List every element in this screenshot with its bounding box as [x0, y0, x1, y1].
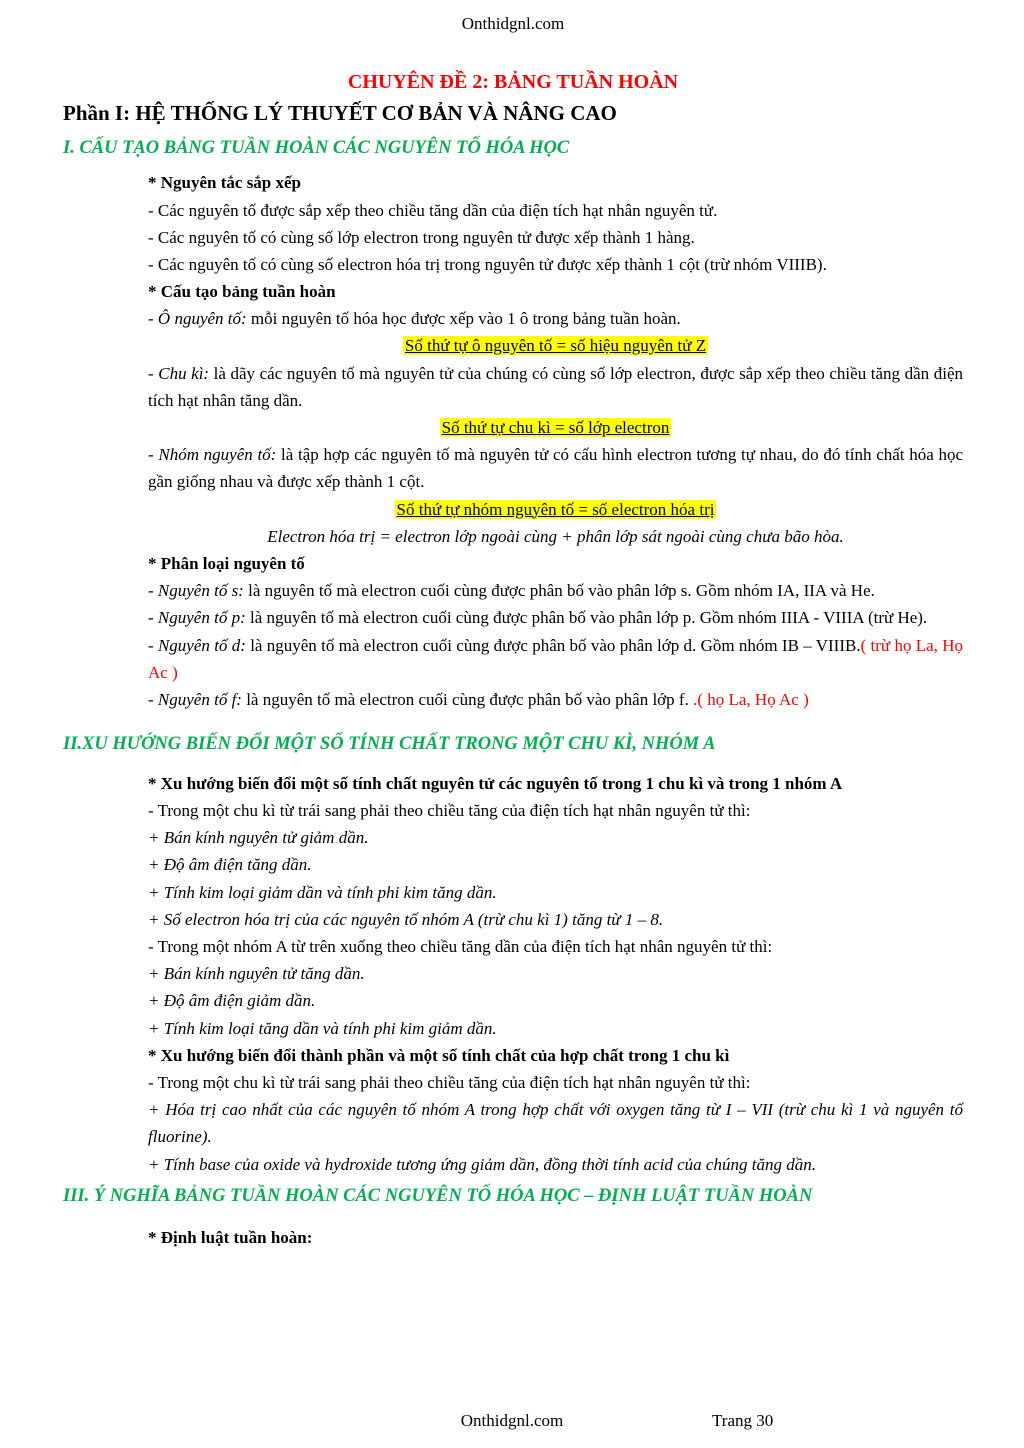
compound-trend-intro: - Trong một chu kì từ trái sang phải theo chiều tăng của điện tích hạt nhân nguyên tử thì: — [148, 1072, 751, 1092]
group-trend-item-2: + Độ âm điện giảm dần. — [148, 991, 316, 1011]
footer-page-number: Trang 30 — [712, 1410, 774, 1430]
period-trend-intro: - Trong một chu kì từ trái sang phải theo chiều tăng của điện tích hạt nhân nguyên tử thì: — [148, 801, 751, 821]
highlighted-formula-cell-number: Số thứ tự ô nguyên tố = số hiệu nguyên tử Z — [404, 336, 707, 356]
group-trend-item-1: + Bán kính nguyên tử tăng dần. — [148, 964, 365, 984]
subheading-periodic-law: * Định luật tuần hoàn: — [148, 1227, 313, 1247]
valence-electron-note: Electron hóa trị = electron lớp ngoài cùng + phân lớp sát ngoài cùng chưa bão hòa. — [267, 526, 844, 546]
definition-s-element — [148, 577, 963, 604]
term-p-element: - Nguyên tố p: — [148, 608, 246, 628]
period-trend-item-1: + Bán kính nguyên tử giảm dần. — [148, 828, 369, 848]
definition-group — [148, 441, 963, 495]
term-d-element: - Nguyên tố d: — [148, 635, 246, 655]
definition-f-element-exception: .( họ La, Họ Ac ) — [693, 689, 809, 709]
highlighted-formula-group-number: Số thứ tự nhóm nguyên tố = số electron hóa trị — [396, 499, 715, 519]
definition-period — [148, 360, 963, 414]
period-trend-item-3: + Tính kim loại giảm dần và tính phi kim tăng dần. — [148, 882, 497, 902]
subheading-atomic-trends: * Xu hướng biến đổi một số tính chất nguyên tử các nguyên tố trong 1 chu kì và trong 1 nhóm A — [148, 773, 843, 793]
subheading-compound-trends: * Xu hướng biến đổi thành phần và một số tính chất của hợp chất trong 1 chu kì — [148, 1045, 730, 1065]
period-trend-item-2: + Độ âm điện tăng dần. — [148, 855, 312, 875]
compound-trend-item-2: + Tính base của oxide và hydroxide tương ứng giảm dần, đồng thời tính acid của chúng tăng dần. — [148, 1154, 816, 1174]
section3-heading: III. Ý NGHĨA BẢNG TUẦN HOÀN CÁC NGUYÊN TỐ HÓA HỌC – ĐỊNH LUẬT TUẦN HOÀN — [63, 1185, 813, 1206]
section1-content — [148, 169, 963, 713]
period-trend-item-4: + Số electron hóa trị của các nguyên tố nhóm A (trừ chu kì 1) tăng từ 1 – 8. — [148, 909, 664, 929]
rule-paragraph-1: - Các nguyên tố được sắp xếp theo chiều tăng dần của điện tích hạt nhân nguyên tử. — [148, 200, 718, 220]
formula-row-group-number — [148, 496, 963, 523]
section2-heading: II.XU HƯỚNG BIẾN ĐỔI MỘT SỐ TÍNH CHẤT TRONG MỘT CHU KÌ, NHÓM A — [63, 734, 716, 755]
section1-heading: I. CẤU TẠO BẢNG TUẦN HOÀN CÁC NGUYÊN TỐ HÓA HỌC — [63, 137, 570, 158]
term-f-element: - Nguyên tố f: — [148, 689, 242, 709]
group-trend-item-3: + Tính kim loại tăng dần và tính phi kim giảm dần. — [148, 1018, 497, 1038]
rule-paragraph-3: - Các nguyên tố có cùng số electron hóa trị trong nguyên tử được xếp thành 1 cột (trừ nhóm VIIIB). — [148, 254, 827, 274]
section3-content — [148, 1224, 963, 1251]
definition-period-text: là dãy các nguyên tố mà nguyên tử của chúng có cùng số lớp electron, được sắp xếp theo chiều tăng dần điện tích hạt nhân tăng dần. — [148, 363, 964, 410]
definition-element-cell-text: mỗi nguyên tố hóa học được xếp vào 1 ô trong bảng tuần hoàn. — [246, 309, 681, 329]
footer-site-name: Onthidgnl.com — [460, 1410, 564, 1430]
term-group: - Nhóm nguyên tố: — [148, 445, 277, 465]
header-site-name: Onthidgnl.com — [461, 14, 565, 33]
chapter-title: CHUYÊN ĐỀ 2: BẢNG TUẦN HOÀN — [347, 71, 679, 94]
definition-d-element-exception: ( trừ họ La, Họ Ac ) — [148, 635, 963, 682]
formula-row-period-number — [148, 414, 963, 441]
section2-content — [148, 770, 963, 1178]
document-header — [63, 10, 963, 37]
term-element-cell: - Ô nguyên tố: — [148, 309, 247, 329]
document-footer — [0, 1407, 1024, 1434]
compound-trend-item-1: + Hóa trị cao nhất của các nguyên tố nhóm A trong hợp chất với oxygen tăng từ I – VII (trừ chu kì 1 và nguyên tố fluorine). — [148, 1100, 963, 1147]
group-trend-intro: - Trong một nhóm A từ trên xuống theo chiều tăng dần của điện tích hạt nhân nguyên tử thì: — [148, 937, 773, 957]
definition-element-cell — [148, 305, 963, 332]
definition-d-element-text: là nguyên tố mà electron cuối cùng được phân bố vào phân lớp d. Gồm nhóm IB – VIIIB. — [245, 635, 861, 655]
highlighted-formula-period-number: Số thứ tự chu kì = số lớp electron — [441, 418, 670, 438]
term-period: - Chu kì: — [148, 363, 210, 383]
subheading-table-structure: * Cấu tạo bảng tuần hoàn — [148, 282, 336, 302]
definition-d-element — [148, 632, 963, 686]
definition-p-element — [148, 604, 963, 631]
term-s-element: - Nguyên tố s: — [148, 581, 244, 601]
part-title: Phần I: HỆ THỐNG LÝ THUYẾT CƠ BẢN VÀ NÂNG CAO — [63, 101, 617, 126]
definition-f-element — [148, 686, 963, 713]
rule-paragraph-2: - Các nguyên tố có cùng số lớp electron trong nguyên tử được xếp thành 1 hàng. — [148, 227, 695, 247]
definition-f-element-text: là nguyên tố mà electron cuối cùng được phân bố vào phân lớp f. — [241, 689, 694, 709]
definition-s-element-text: là nguyên tố mà electron cuối cùng được phân bố vào phân lớp s. Gồm nhóm IA, IIA và He. — [243, 581, 875, 601]
definition-p-element-text: là nguyên tố mà electron cuối cùng được phân bố vào phân lớp p. Gồm nhóm IIIA - VIIIA (trừ He). — [245, 608, 928, 628]
subheading-element-classification: * Phân loại nguyên tố — [148, 553, 305, 573]
subheading-arrangement-rules: * Nguyên tắc sắp xếp — [148, 173, 302, 193]
formula-row-cell-number — [148, 332, 963, 359]
definition-group-text: là tập hợp các nguyên tố mà nguyên tử có cấu hình electron tương tự nhau, do đó tính chất hóa học gần giống nhau và được xếp thành 1 cột. — [148, 445, 964, 492]
